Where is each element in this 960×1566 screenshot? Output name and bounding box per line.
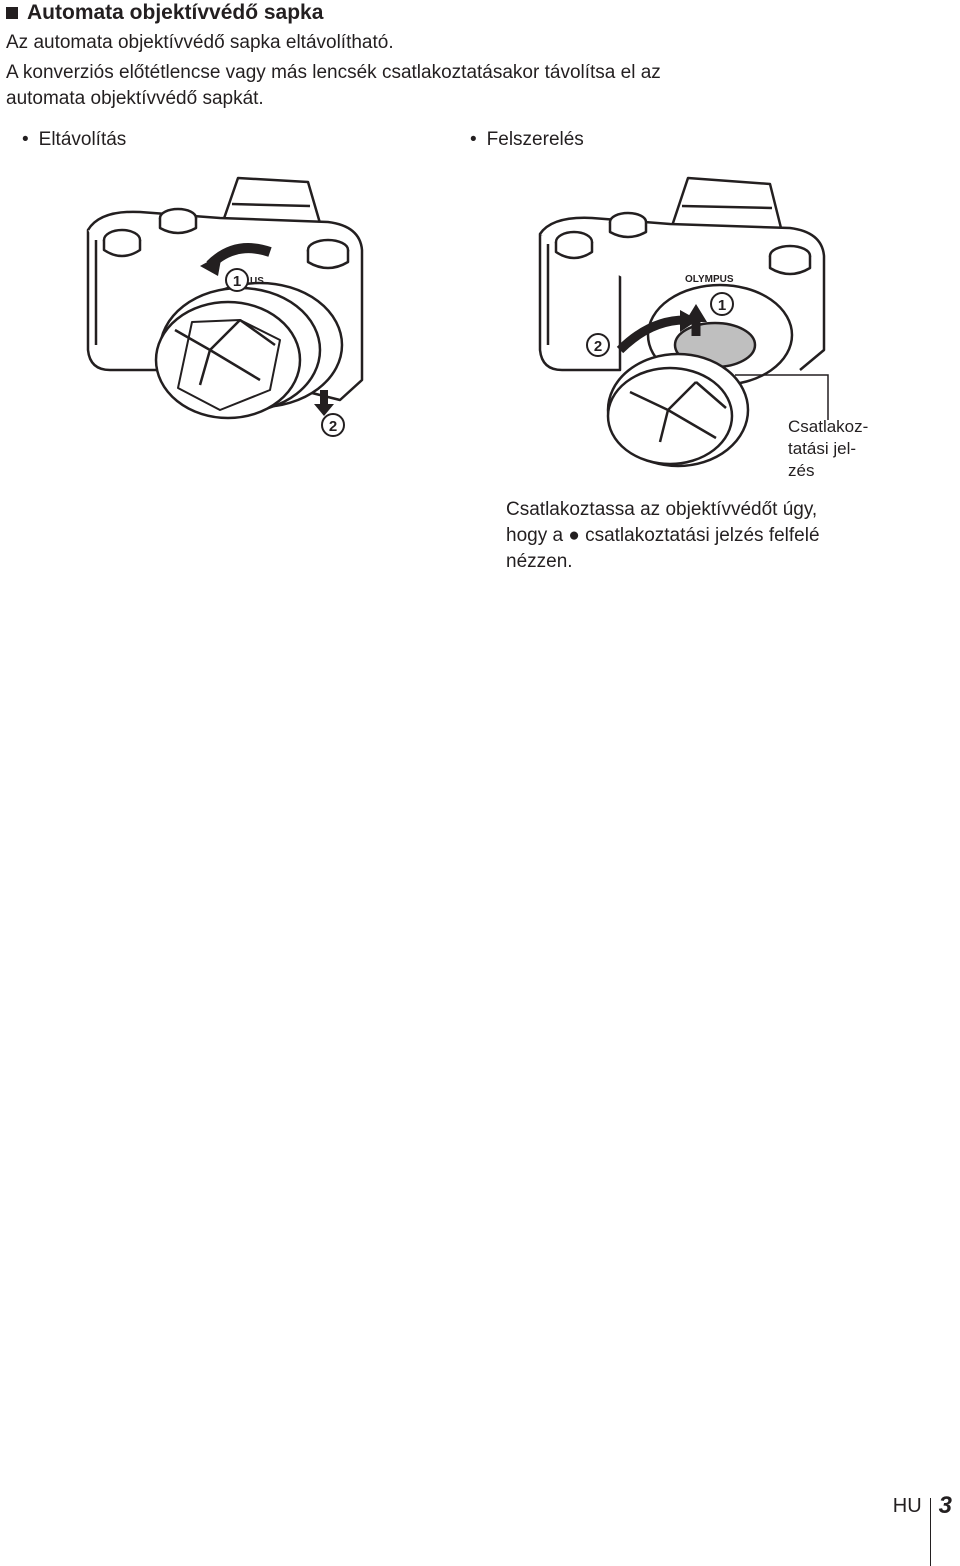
page-number: 3 [938, 1492, 952, 1519]
page-footer [893, 1446, 952, 1566]
removal-illustration [60, 170, 380, 440]
bullet-attach [470, 128, 584, 152]
caption-line-3: nézzen. [506, 551, 573, 572]
paragraph-1: Az automata objektívvédő sapka eltávolítható. [6, 32, 394, 53]
svg-text:1: 1 [717, 297, 727, 314]
svg-text:2: 2 [328, 418, 338, 435]
mark-callout [788, 416, 868, 482]
attach-caption [506, 497, 946, 575]
paragraph-2-line-1: A konverziós előtétlencse vagy más lencsék csatlakoztatásakor távolítsa el az [6, 62, 661, 83]
caption-line-1: Csatlakoztassa az objektívvédőt úgy, [506, 499, 818, 520]
bullet-dot: • [22, 129, 29, 150]
svg-text:1: 1 [232, 273, 242, 290]
step-2-marker [322, 414, 344, 436]
callout-line-2: tatási jel- [788, 439, 857, 458]
section-heading [6, 0, 323, 26]
callout-line-3: zés [788, 461, 815, 480]
square-bullet-icon [6, 7, 18, 19]
svg-text:2: 2 [593, 338, 603, 355]
paragraph-2-line-2: automata objektívvédő sapkát. [6, 88, 264, 109]
bullet-removal-label: Eltávolítás [38, 129, 127, 150]
brand-label: OLYMPUS [685, 274, 734, 285]
bullet-dot: • [470, 129, 477, 150]
section-title: Automata objektívvédő sapka [27, 1, 324, 24]
callout-line-1: Csatlakoz- [788, 417, 869, 436]
step-1-marker [226, 269, 248, 291]
step-2-marker [587, 334, 609, 356]
language-code: HU [892, 1494, 922, 1517]
step-1-marker [711, 293, 733, 315]
caption-line-2: hogy a ● csatlakoztatási jelzés felfelé [506, 525, 820, 546]
bullet-attach-label: Felszerelés [486, 129, 584, 150]
footer-divider [930, 1498, 931, 1566]
bullet-removal [22, 128, 126, 152]
brand-partial: US [250, 276, 264, 287]
